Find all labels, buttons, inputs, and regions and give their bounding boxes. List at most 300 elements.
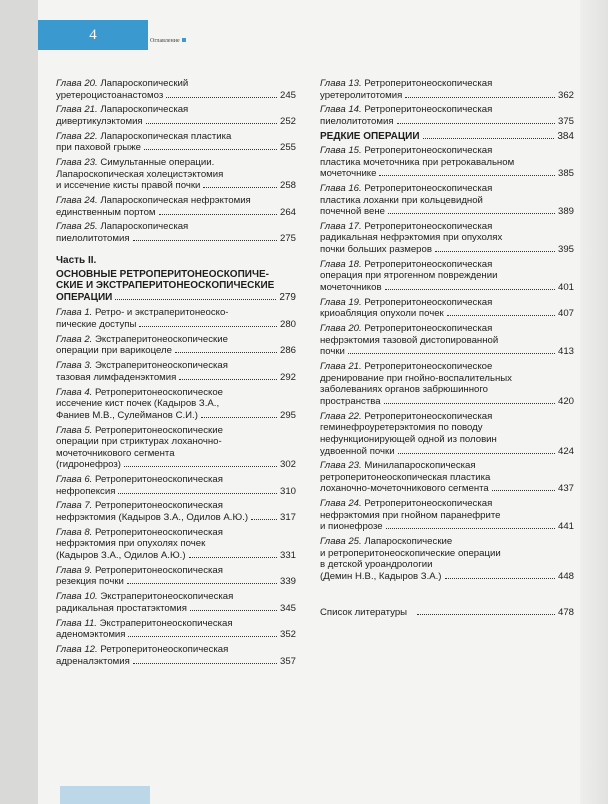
leader-dots xyxy=(251,519,277,520)
page-ref: 258 xyxy=(279,180,296,192)
page-ref: 280 xyxy=(279,319,296,331)
page-ref: 448 xyxy=(557,571,574,582)
toc-entry-line xyxy=(320,145,574,157)
chapter-title-text: дренирование при гнойно-воспалительных xyxy=(320,372,512,384)
chapter-number: Глава 1. xyxy=(56,307,93,319)
leader-dots xyxy=(133,240,277,241)
toc-entry-line xyxy=(56,448,296,460)
leader-dots xyxy=(379,175,555,176)
chapter-title-text: Ретроперитонеоскопическая xyxy=(364,323,493,335)
footer-band xyxy=(60,786,150,804)
toc-entry-line xyxy=(320,323,574,335)
toc-entry-line xyxy=(320,498,574,510)
chapter-number: Глава 22. xyxy=(320,410,362,422)
chapter-title-text: пластика мочеточника при ретрокавальном xyxy=(320,156,515,168)
chapter-title-text: Ретроперитонеоскопическая xyxy=(364,220,493,232)
page-ref: 255 xyxy=(279,142,296,154)
page-ref: 407 xyxy=(557,308,574,320)
leader-dots xyxy=(417,614,555,615)
page-ref: 362 xyxy=(557,89,574,101)
toc-entry-line xyxy=(320,548,574,560)
leader-dots xyxy=(124,466,277,467)
chapter-number: Глава 15. xyxy=(320,144,362,156)
chapter-title-text: почки xyxy=(320,346,345,358)
toc-entry xyxy=(320,460,574,495)
references-entry xyxy=(320,607,574,618)
chapter-title-text: нефрэктомия при опухолях почек xyxy=(56,538,206,550)
page-ref: 375 xyxy=(557,115,574,127)
toc-entry-line xyxy=(320,472,574,484)
part-title-line: ОПЕРАЦИИ xyxy=(56,291,113,303)
chapter-title-text: аденомэктомия xyxy=(56,629,126,641)
toc-entry-last-line xyxy=(320,346,574,358)
toc-left-column xyxy=(56,78,296,670)
chapter-title-text: резекция почки xyxy=(56,576,124,588)
part-label: Часть II. xyxy=(56,254,97,266)
toc-entry-line xyxy=(320,104,574,116)
leader-dots xyxy=(397,123,555,124)
toc-entry-line xyxy=(320,361,574,373)
toc-entry xyxy=(320,78,574,101)
chapter-number: Глава 5. xyxy=(56,424,93,436)
toc-entry xyxy=(56,157,296,192)
toc-entry-last-line xyxy=(320,168,574,180)
chapter-title-text: удвоенной почки xyxy=(320,445,395,457)
leader-dots xyxy=(386,528,555,529)
page-ref: 357 xyxy=(279,655,296,667)
section-heading-rare xyxy=(320,131,574,142)
chapter-title-text: нефрэктомия при гнойном паранефрите xyxy=(320,509,501,521)
chapter-title-text: операции при стриктурах лоханочно- xyxy=(56,436,222,448)
part-title xyxy=(56,269,296,304)
toc-entry-line xyxy=(320,221,574,233)
toc-entry-line xyxy=(320,157,574,169)
chapter-title-text: Лапароскопическая нефрэктомия xyxy=(100,195,251,207)
toc-entry-line xyxy=(320,183,574,195)
leader-dots xyxy=(179,379,277,380)
toc-entry-line xyxy=(320,232,574,244)
leader-dots xyxy=(201,417,277,418)
leader-dots xyxy=(118,493,277,494)
chapter-title-text: иссечение кист почек (Кадыров З.А., xyxy=(56,398,220,410)
chapter-number: Глава 23. xyxy=(56,157,98,169)
page-ref: 345 xyxy=(279,602,296,614)
toc-entry-line xyxy=(56,104,296,116)
toc-entry-last-line xyxy=(56,410,296,422)
chapter-title-text: почки больших размеров xyxy=(320,244,432,256)
leader-dots xyxy=(423,138,555,139)
chapter-number: Глава 9. xyxy=(56,564,93,576)
chapter-title-text: мочеточникового сегмента xyxy=(56,447,175,459)
chapter-title-text: нефрэктомия (Кадыров З.А., Одилов А.Ю.) xyxy=(56,512,249,524)
page-ref: 389 xyxy=(557,206,574,218)
toc-entry-line xyxy=(56,387,296,399)
toc-entry-last-line xyxy=(320,116,574,128)
chapter-title-text: и пионефрозе xyxy=(320,521,383,533)
chapter-title-text: пластика лоханки при кольцевидной xyxy=(320,194,483,206)
toc-entry xyxy=(56,195,296,218)
page-ref: 286 xyxy=(279,345,296,357)
page-ref: 385 xyxy=(557,168,574,180)
chapter-title-text: Ретроперитонеоскопическая xyxy=(100,643,229,655)
page-ref: 252 xyxy=(279,115,296,127)
chapter-title-text: Ретроперитонеоскопическая xyxy=(95,500,223,512)
page-ref: 384 xyxy=(557,130,574,142)
chapter-number: Глава 11. xyxy=(56,617,97,629)
chapter-number: Глава 22. xyxy=(56,130,98,142)
toc-entry-last-line xyxy=(56,180,296,192)
toc-right-column xyxy=(320,78,574,618)
chapter-number: Глава 6. xyxy=(56,474,93,486)
toc-entry-line xyxy=(56,307,296,319)
toc-entry-last-line xyxy=(56,576,296,588)
references-label: Список литературы xyxy=(320,606,408,618)
part-title-last-line xyxy=(56,292,296,304)
page-ref: 317 xyxy=(279,512,296,524)
toc-group-part1 xyxy=(56,78,296,245)
chapter-title-text: Минилапароскопическая xyxy=(364,460,476,472)
running-header xyxy=(150,38,186,44)
chapter-title-text: уретероцистоанастомоз xyxy=(56,89,164,101)
leader-dots xyxy=(128,636,277,637)
leader-dots xyxy=(445,578,555,579)
chapter-title-text: (Кадыров З.А., Одилов А.Ю.) xyxy=(56,550,186,562)
section-heading-text: РЕДКИЕ ОПЕРАЦИИ xyxy=(320,130,420,142)
chapter-number: Глава 2. xyxy=(56,333,93,345)
chapter-title-text: Экстраперитонеоскопические xyxy=(95,333,228,345)
chapter-number: Глава 23. xyxy=(320,460,362,472)
chapter-number: Глава 7. xyxy=(56,500,93,512)
toc-entry xyxy=(56,474,296,497)
chapter-title-text: Лапароскопическая холецистэктомия xyxy=(56,168,224,180)
chapter-number: Глава 12. xyxy=(56,643,98,655)
chapter-title-text: пиелолитотомия xyxy=(56,233,130,245)
page-ref: 275 xyxy=(279,233,296,245)
toc-entry-last-line xyxy=(320,396,574,408)
chapter-title-text: пиелолитотомия xyxy=(320,115,394,127)
chapter-title-text: Лапароскопическая пластика xyxy=(100,130,232,142)
toc-entry-line xyxy=(56,360,296,372)
chapter-number: Глава 24. xyxy=(320,498,362,510)
toc-entry xyxy=(320,104,574,127)
chapter-title-text: Ретроперитонеоскопическая xyxy=(364,498,493,510)
toc-entry-line xyxy=(56,398,296,410)
chapter-title-text: геминефроуретерэктомия по поводу xyxy=(320,422,483,434)
toc-entry-line xyxy=(56,78,296,90)
chapter-title-text: заболеваниях органов забрюшинного xyxy=(320,384,488,396)
chapter-title-text: почечной вене xyxy=(320,206,385,218)
chapter-title-text: единственным портом xyxy=(56,206,156,218)
toc-entry-last-line xyxy=(320,244,574,256)
toc-entry-last-line xyxy=(56,459,296,471)
chapter-number: Глава 24. xyxy=(56,195,98,207)
facing-page-edge xyxy=(580,0,608,804)
toc-entry-line xyxy=(320,559,574,571)
toc-entry xyxy=(56,104,296,127)
chapter-number: Глава 14. xyxy=(320,104,362,116)
chapter-title-text: операция при ятрогенном повреждении xyxy=(320,270,498,282)
chapter-title-text: Ретроперитонеоскопическая xyxy=(364,410,493,422)
toc-entry xyxy=(320,183,574,218)
chapter-title-text: Ретроперитонеоскопическое xyxy=(95,386,223,398)
toc-entry-last-line xyxy=(56,345,296,357)
chapter-title-text: мочеточников xyxy=(320,282,382,294)
chapter-title-text: Ретроперитонеоскопические xyxy=(95,424,223,436)
toc-entry xyxy=(320,361,574,407)
chapter-title-text: радикальная нефрэктомия при опухолях xyxy=(320,232,503,244)
page-ref: 413 xyxy=(557,346,574,358)
toc-entry-line xyxy=(56,334,296,346)
toc-entry-last-line xyxy=(56,116,296,128)
page-ref: 424 xyxy=(557,445,574,457)
toc-group-part2 xyxy=(56,307,296,667)
chapter-number: Глава 20. xyxy=(320,323,362,335)
toc-entry-line xyxy=(320,335,574,347)
toc-entry xyxy=(320,297,574,320)
toc-entry-line xyxy=(56,565,296,577)
toc-entry-line xyxy=(320,297,574,309)
chapter-title-text: Ретроперитонеоскопическая xyxy=(364,144,493,156)
chapter-title-text: Ретро- и экстраперитонеоско- xyxy=(95,307,229,319)
leader-dots xyxy=(159,214,277,215)
chapter-number: Глава 25. xyxy=(320,536,362,548)
page-ref: 279 xyxy=(279,291,296,303)
chapter-number: Глава 16. xyxy=(320,182,362,194)
leader-dots xyxy=(398,453,555,454)
toc-entry-line xyxy=(56,527,296,539)
toc-entry xyxy=(320,536,574,582)
toc-entry xyxy=(56,500,296,523)
toc-entry-last-line xyxy=(320,282,574,294)
toc-entry-line xyxy=(56,169,296,181)
chapter-title-text: Ретроперитонеоскопическая xyxy=(364,258,493,270)
toc-entry xyxy=(56,425,296,471)
toc-entry-last-line xyxy=(56,603,296,615)
chapter-number: Глава 3. xyxy=(56,360,93,372)
leader-dots xyxy=(190,610,277,611)
chapter-title-text: нефропексия xyxy=(56,485,116,497)
leader-dots xyxy=(189,557,277,558)
chapter-title-text: радикальная простатэктомия xyxy=(56,602,187,614)
toc-entry xyxy=(320,411,574,457)
page-ref: 302 xyxy=(279,459,296,471)
running-header-text: Оглавление xyxy=(150,38,180,44)
chapter-number: Глава 10. xyxy=(56,591,98,603)
page-ref: 310 xyxy=(279,485,296,497)
chapter-title-text: дивертикулэктомия xyxy=(56,115,143,127)
toc-entry-last-line xyxy=(320,521,574,533)
chapter-title-text: Ретроперитонеоскопическая xyxy=(364,182,493,194)
toc-entry-last-line xyxy=(56,372,296,384)
toc-entry xyxy=(320,221,574,256)
page-number: 4 xyxy=(38,20,148,50)
toc-entry-line xyxy=(56,425,296,437)
leader-dots xyxy=(133,663,277,664)
leader-dots xyxy=(166,97,277,98)
leader-dots xyxy=(388,213,555,214)
toc-entry xyxy=(56,644,296,667)
chapter-number: Глава 18. xyxy=(320,258,362,270)
toc-entry-last-line xyxy=(320,90,574,102)
part-title-line: ОСНОВНЫЕ РЕТРОПЕРИТОНЕОСКОПИЧЕ- xyxy=(56,268,269,280)
toc-entry-last-line xyxy=(320,206,574,218)
chapter-title-text: Экстраперитонеоскопическая xyxy=(100,591,234,603)
chapter-number: Глава 25. xyxy=(56,221,98,233)
leader-dots xyxy=(115,299,276,300)
toc-entry-last-line xyxy=(56,319,296,331)
toc-entry-line xyxy=(320,411,574,423)
toc-entry-line xyxy=(56,436,296,448)
leader-dots xyxy=(348,353,555,354)
chapter-number: Глава 8. xyxy=(56,526,93,538)
chapter-number: Глава 17. xyxy=(320,220,362,232)
chapter-title-text: ретроперитонеоскопическая пластика xyxy=(320,471,491,483)
page-ref: 264 xyxy=(279,206,296,218)
toc-entry xyxy=(56,360,296,383)
chapter-number: Глава 21. xyxy=(320,361,362,373)
chapter-title-text: Лапароскопические xyxy=(364,536,453,548)
leader-dots xyxy=(385,289,555,290)
toc-entry-line xyxy=(56,591,296,603)
chapter-title-text: пические доступы xyxy=(56,319,137,331)
chapter-title-text: адреналэктомия xyxy=(56,655,130,667)
toc-entry-last-line xyxy=(56,629,296,641)
chapter-number: Глава 20. xyxy=(56,78,98,89)
chapter-title-text: Фаниев М.В., Сулейманов С.И.) xyxy=(56,409,198,421)
toc-entry-line xyxy=(320,270,574,282)
chapter-title-text: Ретроперитонеоскопическая xyxy=(95,526,223,538)
chapter-title-text: Лапароскопическая xyxy=(100,221,189,233)
page-ref: 339 xyxy=(279,576,296,588)
toc-entry-line xyxy=(56,500,296,512)
page-ref: 295 xyxy=(279,409,296,421)
leader-dots xyxy=(447,315,555,316)
toc-entry xyxy=(56,527,296,562)
leader-dots xyxy=(203,187,277,188)
chapter-title-text: нефункционирующей одной из половин xyxy=(320,433,497,445)
page-ref: 352 xyxy=(279,629,296,641)
toc-entry-line xyxy=(56,157,296,169)
toc-entry-last-line xyxy=(320,446,574,458)
toc-entry-line xyxy=(56,618,296,630)
leader-dots xyxy=(175,352,277,353)
chapter-number: Глава 21. xyxy=(56,104,98,116)
chapter-title-text: лоханочно-мочеточникового сегмента xyxy=(320,483,489,495)
chapter-title-text: (Демин Н.В., Кадыров З.А.) xyxy=(320,571,442,582)
chapter-number: Глава 19. xyxy=(320,296,362,308)
toc-entry-last-line xyxy=(320,571,574,583)
toc-entry xyxy=(56,565,296,588)
toc-entry-line xyxy=(320,384,574,396)
toc-entry xyxy=(56,131,296,154)
page-ref: 401 xyxy=(557,282,574,294)
page-margin-strip xyxy=(0,0,38,804)
toc-entry xyxy=(320,498,574,533)
toc-entry-line xyxy=(320,195,574,207)
chapter-title-text: в детской уроандрологии xyxy=(320,559,433,571)
toc-entry xyxy=(56,78,296,101)
toc-entry xyxy=(56,307,296,330)
chapter-title-text: Лапароскопическая xyxy=(100,104,189,116)
toc-entry-line xyxy=(56,131,296,143)
toc-entry-last-line xyxy=(56,90,296,102)
chapter-title-text: Ретроперитонеоскопическое xyxy=(364,361,493,373)
page-ref: 292 xyxy=(279,371,296,383)
chapter-title-text: и иссечение кисты правой почки xyxy=(56,180,201,192)
toc-entry-last-line xyxy=(320,483,574,495)
toc-entry-last-line xyxy=(56,512,296,524)
page-ref: 331 xyxy=(279,550,296,562)
toc-entry-line xyxy=(56,644,296,656)
chapter-title-text: Ретроперитонеоскопическая xyxy=(95,564,223,576)
leader-dots xyxy=(492,490,555,491)
toc-group-right-b xyxy=(320,145,574,583)
page-ref: 245 xyxy=(279,89,296,101)
toc-entry-last-line xyxy=(56,550,296,562)
chapter-title-text: тазовая лимфаденэктомия xyxy=(56,371,177,383)
part-title-line: СКИЕ И ЭКСТРАПЕРИТОНЕОСКОПИЧЕСКИЕ xyxy=(56,280,275,292)
toc-entry xyxy=(320,259,574,294)
leader-dots xyxy=(384,403,555,404)
toc-entry-line xyxy=(56,474,296,486)
toc-entry xyxy=(320,323,574,358)
leader-dots xyxy=(144,149,277,150)
chapter-title-text: Экстраперитонеоскопическая xyxy=(95,360,228,372)
toc-entry-line xyxy=(320,373,574,385)
chapter-title-text: пространства xyxy=(320,395,381,407)
leader-dots xyxy=(139,326,277,327)
chapter-title-text: Экстраперитонеоскопическая xyxy=(99,617,233,629)
leader-dots xyxy=(127,583,277,584)
chapter-title-text: Ретроперитонеоскопическая xyxy=(364,78,493,89)
chapter-title-text: (гидронефроз) xyxy=(56,459,122,471)
toc-entry-last-line xyxy=(56,233,296,245)
toc-entry xyxy=(56,334,296,357)
chapter-title-text: при паховой грыже xyxy=(56,142,141,154)
toc-entry xyxy=(56,387,296,422)
toc-entry-line xyxy=(56,221,296,233)
chapter-title-text: нефрэктомия тазовой дистопированной xyxy=(320,334,499,346)
chapter-title-text: Ретроперитонеоскопическая xyxy=(364,296,493,308)
leader-dots xyxy=(435,251,555,252)
chapter-title-text: уретеролитотомия xyxy=(320,89,403,101)
page-ref: 395 xyxy=(557,244,574,256)
page-ref: 441 xyxy=(557,521,574,533)
toc-entry-last-line xyxy=(56,207,296,219)
leader-dots xyxy=(146,123,277,124)
toc-entry-last-line xyxy=(56,656,296,668)
chapter-number: Глава 4. xyxy=(56,386,93,398)
chapter-title-text: Ретроперитонеоскопическая xyxy=(95,474,223,486)
toc-entry-line xyxy=(320,434,574,446)
toc-entry-line xyxy=(320,510,574,522)
chapter-number: Глава 13. xyxy=(320,78,362,89)
toc-entry-line xyxy=(56,538,296,550)
toc-entry xyxy=(56,591,296,614)
chapter-title-text: Лапароскопический xyxy=(100,78,189,89)
toc-entry xyxy=(56,221,296,244)
toc-entry-last-line xyxy=(56,142,296,154)
toc-entry-line xyxy=(320,78,574,90)
chapter-title-text: и ретроперитонеоскопические операции xyxy=(320,547,501,559)
toc-entry-line xyxy=(320,460,574,472)
chapter-title-text: операции при варикоцеле xyxy=(56,345,172,357)
page-ref: 478 xyxy=(557,606,574,618)
toc-entry-last-line xyxy=(320,308,574,320)
toc-entry-line xyxy=(320,259,574,271)
toc-entry xyxy=(320,145,574,180)
leader-dots xyxy=(405,97,555,98)
